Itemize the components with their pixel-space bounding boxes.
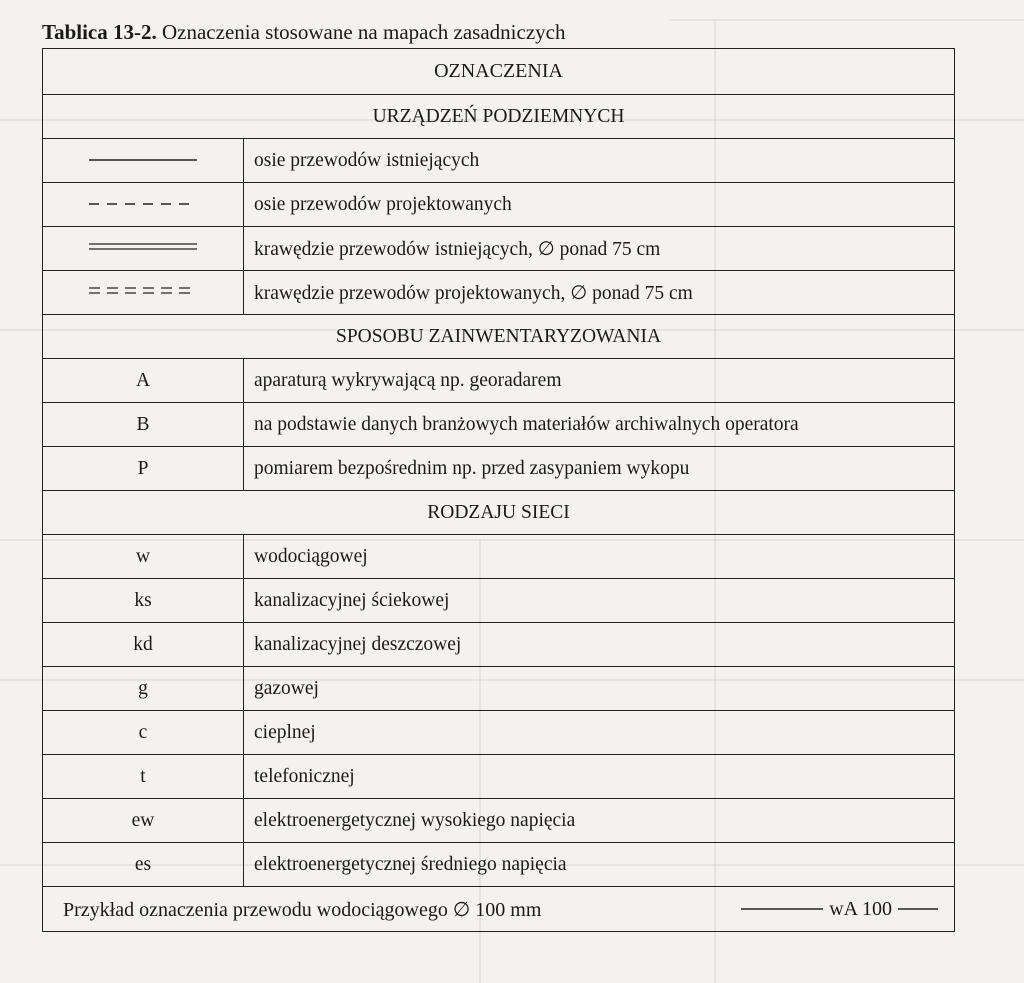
legend-row [43,711,955,755]
section-network-title: RODZAJU SIECI [43,491,955,535]
desc-cell: kanalizacyjnej deszczowej [244,623,955,667]
legend-row [43,183,955,227]
single-solid-line-icon [83,154,203,166]
desc-cell: pomiarem bezpośrednim np. przed zasypaniem wykopu [244,447,955,491]
desc-cell: kanalizacyjnej ściekowej [244,579,955,623]
example-cell [43,887,955,932]
legend-row [43,447,955,491]
symbol-cell: c [43,711,244,755]
symbol-cell [43,227,244,271]
legend-row [43,271,955,315]
desc-cell: krawędzie przewodów istniejących, ∅ ponad 75 cm [244,227,955,271]
legend-row [43,667,955,711]
symbol-cell: B [43,403,244,447]
legend-row [43,623,955,667]
desc-cell: osie przewodów projektowanych [244,183,955,227]
symbol-cell: g [43,667,244,711]
desc-cell: na podstawie danych branżowych materiałów archiwalnych operatora [244,403,955,447]
desc-cell: wodociągowej [244,535,955,579]
example-text: Przykład oznaczenia przewodu wodociągowego ∅ 100 mm [63,898,542,921]
desc-cell: elektroenergetycznej średniego napięcia [244,843,955,887]
desc-cell: cieplnej [244,711,955,755]
legend-row [43,755,955,799]
desc-cell: aparaturą wykrywającą np. georadarem [244,359,955,403]
symbol-cell: ew [43,799,244,843]
desc-cell: gazowej [244,667,955,711]
legend-row [43,535,955,579]
legend-row [43,843,955,887]
double-dashed-line-icon [83,284,203,298]
example-line-right-icon [896,904,940,914]
legend-row [43,227,955,271]
caption-label: Tablica 13-2. [42,20,157,44]
legend-table [42,48,955,932]
double-solid-line-icon [83,240,203,254]
legend-row [43,799,955,843]
caption-text: Oznaczenia stosowane na mapach zasadniczych [156,20,566,44]
symbol-cell [43,271,244,315]
symbol-cell: ks [43,579,244,623]
symbol-cell: t [43,755,244,799]
section-inventory-title: SPOSOBU ZAINWENTARYZOWANIA [43,315,955,359]
table-caption [42,20,565,45]
legend-row [43,139,955,183]
example-symbol [739,898,940,921]
symbol-cell: es [43,843,244,887]
table-header: OZNACZENIA [43,49,955,95]
symbol-cell: P [43,447,244,491]
symbol-cell [43,139,244,183]
desc-cell: telefonicznej [244,755,955,799]
legend-row [43,403,955,447]
dashed-line-icon [83,198,203,210]
example-line-left-icon [739,904,825,914]
section-underground-title: URZĄDZEŃ PODZIEMNYCH [43,95,955,139]
desc-cell: elektroenergetycznej wysokiego napięcia [244,799,955,843]
symbol-cell: A [43,359,244,403]
example-label: wA 100 [829,897,892,920]
desc-cell: osie przewodów istniejących [244,139,955,183]
symbol-cell: kd [43,623,244,667]
desc-cell: krawędzie przewodów projektowanych, ∅ ponad 75 cm [244,271,955,315]
symbol-cell: w [43,535,244,579]
symbol-cell [43,183,244,227]
legend-row [43,359,955,403]
legend-row [43,579,955,623]
